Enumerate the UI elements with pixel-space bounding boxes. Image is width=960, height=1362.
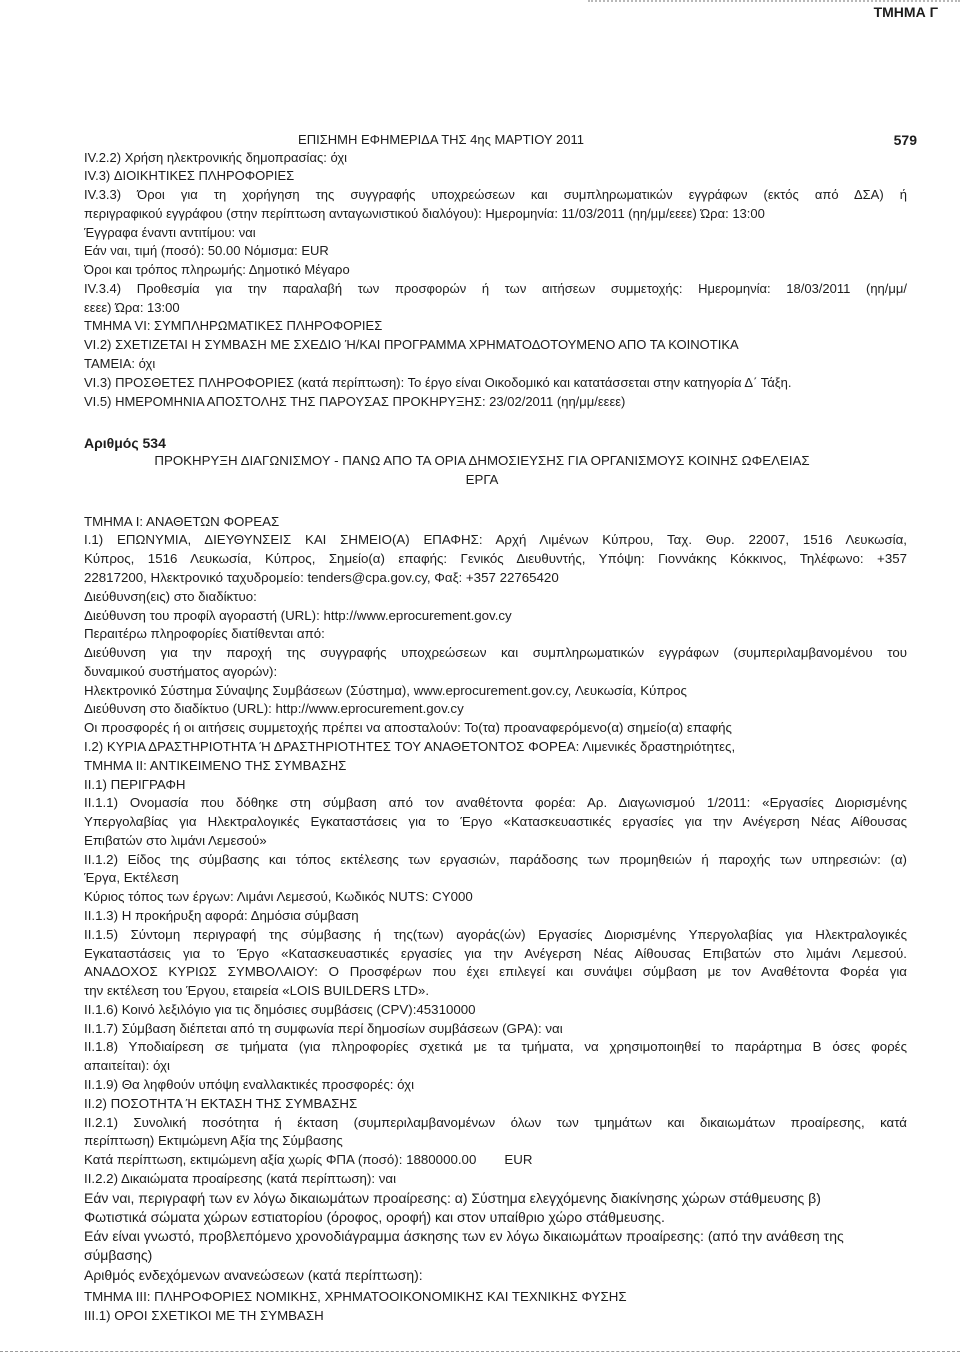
works-location-line: Κύριος τόπος των έργων: Λιμάνι Λεμεσού, Κωδικός NUTS: CY000 — [84, 889, 473, 905]
item-iv-2-2-electronic-auction: IV.2.2) Χρήση ηλεκτρονικής δημοπρασίας: όχι — [84, 149, 348, 165]
section-ii-heading: ΤΜΗΜΑ ΙΙ: ΑΝΤΙΚΕΙΜΕΝΟ ΤΗΣ ΣΥΜΒΑΣΗΣ — [84, 757, 347, 773]
item-ii-1-6-cpv: ΙΙ.1.6) Κοινό λεξιλόγιο για τις δημόσιες συμβάσεις (CPV):45310000 — [84, 1001, 476, 1017]
heading-ii-2-quantity: ΙΙ.2) ΠΟΣΟΤΗΤΑ Ή ΕΚΤΑΣΗ ΤΗΣ ΣΥΜΒΑΣΗΣ — [84, 1095, 358, 1111]
section-vi-heading: ΤΜΗΜΑ VI: ΣΥΜΠΛΗΡΩΜΑΤΙΚΕΣ ΠΛΗΡΟΦΟΡΙΕΣ — [84, 318, 383, 334]
item-ii-1-1-title-line-2: Υπεργολαβίας για Ηλεκτραλογικές Εγκαταστάσεις για το Έργο «Κατασκευαστικές εργασίες για την Ανέγερση Νέας Αίθουσας — [84, 814, 907, 830]
submission-address-line: Οι προσφορές ή οι αιτήσεις συμμετοχής πρέπει να αποσταλούν: Το(τα) προαναφερόμενο(α) σημείο(α) επαφής — [84, 720, 732, 736]
item-ii-1-8-lots-line-2: απαιτείται): όχι — [84, 1058, 170, 1074]
item-i-1-contact-line-1: Ι.1) ΕΠΩΝΥΜΙΑ, ΔΙΕΥΘΥΝΣΕΙΣ ΚΑΙ ΣΗΜΕΙΟ(Α) ΕΠΑΦΗΣ: Αρχή Λιμένων Κύπρου, Ταχ. Θυρ. 22007, 1516 Λευκωσία, — [84, 532, 907, 548]
scan-edge-marks-top — [588, 0, 960, 2]
notice-heading — [0, 434, 960, 490]
item-iv-3-3-documents-line-1: IV.3.3) Όροι για τη χορήγηση της συγγραφής υποχρεώσεων και συμπληρωματικών εγγράφων (εκτός από ΔΣΑ) ή — [84, 187, 907, 203]
item-ii-1-5-short-description-line-1: ΙΙ.1.5) Σύντομη περιγραφή της σύμβασης ή της(των) αγοράς(ών) Εργασίες Διορισμένης Υπεργολαβίας για Ηλεκτραλογικές — [84, 926, 907, 942]
item-ii-1-2-contract-type-line-2: Έργα, Εκτέλεση — [84, 870, 179, 886]
item-ii-1-9-variants: ΙΙ.1.9) Θα ληφθούν υπόψη εναλλακτικές προσφορές: όχι — [84, 1077, 415, 1093]
page-number: 579 — [893, 132, 917, 148]
further-info-label: Περαιτέρω πληροφορίες διατίθενται από: — [84, 626, 325, 642]
item-iv-3-4-deadline-line-2: εεεε) Ώρα: 13:00 — [84, 299, 180, 315]
item-i-2-main-activity: Ι.2) ΚΥΡΙΑ ΔΡΑΣΤΗΡΙΟΤΗΤΑ Ή ΔΡΑΣΤΗΡΙΟΤΗΤΕΣ ΤΟΥ ΑΝΑΘΕΤΟΝΤΟΣ ΦΟΡΕΑ: Λιμενικές δραστηριότητες, — [84, 738, 736, 754]
payment-terms-line: Όροι και τρόπος πληρωμής: Δημοτικό Μέγαρο — [84, 262, 350, 278]
notice-number: Αριθμός 534 — [84, 434, 166, 451]
eprocurement-system-line: Ηλεκτρονικό Σύστημα Σύναψης Συμβάσεων (Σύστημα), www.eprocurement.gov.cy, Λευκωσία, Κύπρος — [84, 682, 687, 698]
gazette-running-title: ΕΠΙΣΗΜΗ ΕΦΗΜΕΡΙΔΑ ΤΗΣ 4ης ΜΑΡΤΙΟΥ 2011 — [298, 132, 584, 147]
options-description-line-1: Εάν ναι, περιγραφή των εν λόγω δικαιωμάτων προαίρεσης: α) Σύστημα ελεγχόμενης διακίνησης χώρων στάθμευσης β) — [84, 1189, 821, 1206]
options-timetable-line-1: Εάν είναι γνωστό, προβλεπόμενο χρονοδιάγραμμα άσκησης των εν λόγω δικαιωμάτων προαίρεσης: (από την ανάθεση της — [84, 1228, 844, 1245]
item-vi-3-additional-info: VI.3) ΠΡΟΣΘΕΤΕΣ ΠΛΗΡΟΦΟΡΙΕΣ (κατά περίπτωση): Το έργο είναι Οικοδομικό και κατατάσσεται στην κατηγορία Δ΄ Τάξη. — [84, 374, 792, 390]
options-description-line-2: Φωτιστικά σώματα χώρων εστιατορίου (όροφος, οροφή) και στον υπαίθριο χώρο στάθμευσης. — [84, 1208, 665, 1225]
estimated-value-text: Κατά περίπτωση, εκτιμώμενη αξία χωρίς ΦΠΑ (ποσό): 1880000.00 — [84, 1152, 477, 1168]
buyer-profile-url-line: Διεύθυνση του προφίλ αγοραστή (URL): http://www.eprocurement.gov.cy — [84, 607, 512, 623]
item-ii-1-2-contract-type-line-1: ΙΙ.1.2) Είδος της σύμβασης και τόπος εκτέλεσης των εργασιών, παράδοσης των προμηθειών ή παροχής των υπηρεσιών: (α) — [84, 851, 907, 867]
heading-iv-3-administrative-info: IV.3) ΔΙΟΙΚΗΤΙΚΕΣ ΠΛΗΡΟΦΟΡΙΕΣ — [84, 168, 295, 184]
item-ii-2-1-total-quantity-line-1: ΙΙ.2.1) Συνολική ποσότητα ή έκταση (συμπεριλαμβανομένων όλων των τμημάτων και δικαιωμάτων προαίρεσης, κατά — [84, 1114, 907, 1130]
item-ii-1-5-short-description-line-2: Εγκαταστάσεις για το Έργο «Κατασκευαστικές εργασίες για την Ανέγερση Νέας Αίθουσας Επιβατών στο λιμάνι Λεμεσού. — [84, 945, 907, 961]
item-ii-1-7-gpa: ΙΙ.1.7) Σύμβαση διέπεται από τη συμφωνία περί δημοσίων συμβάσεων (GPA): ναι — [84, 1020, 563, 1036]
gazette-section-label: ΤΜΗΜΑ Γ — [873, 4, 938, 20]
item-i-1-contact-line-3: 22817200, Ηλεκτρονικό ταχυδρομείο: tenders@cpa.gov.cy, Φαξ: +357 22765420 — [84, 569, 559, 585]
item-ii-1-3-notice-involves: ΙΙ.1.3) Η προκήρυξη αφορά: Δημόσια σύμβαση — [84, 908, 359, 923]
internet-url-line: Διεύθυνση στο διαδίκτυο (URL): http://www.eprocurement.gov.cy — [84, 701, 464, 717]
estimated-value-currency: EUR — [504, 1152, 533, 1168]
item-i-1-contact-line-2: Κύπρος, 1516 Λευκωσία, Κύπρος, Σημείο(α) επαφής: Γενικός Διευθυντής, Υπόψη: Γιοννάκης Κόκκινος, Τηλέφωνο: +357 — [84, 551, 907, 567]
scan-edge-marks-bottom — [0, 1351, 960, 1352]
documents-address-line-1: Διεύθυνση για την παροχή της συγγραφής υποχρεώσεων και συμπληρωματικών εγγράφων (συμπεριλαμβανομένου του — [84, 645, 907, 661]
item-vi-2-eu-funds-line-1: VI.2) ΣΧΕΤΙΖΕΤΑΙ Η ΣΥΜΒΑΣΗ ΜΕ ΣΧΕΔΙΟ Ή/ΚΑΙ ΠΡΟΓΡΑΜΜΑ ΧΡΗΜΑΤΟΔΟΤΟΥΜΕΝΟ ΑΠΟ ΤΑ ΚΟΙΝΟΤΙΚΑ — [84, 337, 739, 353]
options-timetable-line-2: σύμβασης) — [84, 1247, 153, 1264]
heading-iii-1-conditions: ΙΙΙ.1) ΟΡΟΙ ΣΧΕΤΙΚΟΙ ΜΕ ΤΗ ΣΥΜΒΑΣΗ — [84, 1307, 324, 1323]
notice-title: ΠΡΟΚΗΡΥΞΗ ΔΙΑΓΩΝΙΣΜΟΥ - ΠΑΝΩ ΑΠΟ ΤΑ ΟΡΙΑ ΔΗΜΟΣΙΕΥΣΗΣ ΓΙΑ ΟΡΓΑΝΙΣΜΟΥΣ ΚΟΙΝΗΣ ΩΦΕΛΕΙΑΣ — [154, 453, 810, 469]
estimated-value-line — [84, 1151, 907, 1170]
item-vi-5-dispatch-date: VI.5) ΗΜΕΡΟΜΗΝΙΑ ΑΠΟΣΤΟΛΗΣ ΤΗΣ ΠΑΡΟΥΣΑΣ ΠΡΟΚΗΡΥΞΗΣ: 23/02/2011 (ηη/μμ/εεεε) — [84, 393, 626, 409]
item-ii-2-1-total-quantity-line-2: περίπτωση) Εκτιμώμενη Αξία της Σύμβασης — [84, 1133, 343, 1149]
fee-amount-line: Εάν ναι, τιμή (ποσό): 50.00 Νόμισμα: EUR — [84, 243, 329, 259]
documents-fee-line: Έγγραφα έναντι αντιτίμου: ναι — [84, 224, 256, 240]
documents-address-line-2: δυναμικού συστήματος αγορών): — [84, 663, 278, 679]
item-iv-3-3-documents-line-2: περιγραφικού εγγράφου (στην περίπτωση ανταγωνιστικού διαλόγου): Ημερομηνία: 11/03/2011 (ηη/μμ/εεεε) Ώρα: 13:00 — [84, 205, 765, 221]
item-ii-2-2-options: ΙΙ.2.2) Δικαιώματα προαίρεσης (κατά περίπτωση): ναι — [84, 1170, 397, 1186]
item-iv-3-4-deadline-line-1: IV.3.4) Προθεσμία για την παραλαβή των προσφορών ή των αιτήσεων συμμετοχής: Ημερομηνία: 18/03/2011 (ηη/μμ/ — [84, 280, 907, 296]
notice-body — [84, 513, 907, 1326]
heading-ii-1-description: ΙΙ.1) ΠΕΡΙΓΡΑΦΗ — [84, 776, 186, 792]
item-ii-1-1-title-line-1: ΙΙ.1.1) Ονομασία που δόθηκε στη σύμβαση από τον αναθέτοντα φορέα: Αρ. Διαγωνισμού 1/2011: «Εργασίες Διορισμένης — [84, 795, 907, 811]
renewals-count-line: Αριθμός ενδεχόμενων ανανεώσεων (κατά περίπτωση): — [84, 1266, 423, 1283]
item-ii-1-8-lots-line-1: ΙΙ.1.8) Υποδιαίρεση σε τμήματα (για πληροφορίες σχετικά με τα τμήματα, να χρησιμοποιηθεί το παράρτημα Β όσες φορές — [84, 1039, 907, 1055]
main-contractor-line-2: την εκτέλεση του Έργου, εταιρεία «LOIS BUILDERS LTD». — [84, 983, 430, 999]
previous-notice-continuation — [84, 149, 907, 412]
internet-addresses-label: Διεύθυνση(εις) στο διαδίκτυο: — [84, 588, 257, 604]
item-ii-1-1-title-line-3: Επιβατών στο λιμάνι Λεμεσού» — [84, 832, 267, 848]
notice-category: ΕΡΓΑ — [465, 471, 499, 487]
section-iii-heading: ΤΜΗΜΑ ΙΙΙ: ΠΛΗΡΟΦΟΡΙΕΣ ΝΟΜΙΚΗΣ, ΧΡΗΜΑΤΟΟΙΚΟΝΟΜΙΚΗΣ ΚΑΙ ΤΕΧΝΙΚΗΣ ΦΥΣΗΣ — [84, 1288, 627, 1304]
main-contractor-line-1: ΑΝΑΔΟΧΟΣ ΚΥΡΙΩΣ ΣΥΜΒΟΛΑΙΟΥ: Ο Προσφέρων που έχει επιλεγεί και συνάψει σύμβαση με τον Αναθέτοντα Φορέα για — [84, 964, 907, 980]
section-i-heading: ΤΜΗΜΑ Ι: ΑΝΑΘΕΤΩΝ ΦΟΡΕΑΣ — [84, 513, 280, 529]
item-vi-2-eu-funds-line-2: ΤΑΜΕΙΑ: όχι — [84, 356, 156, 372]
